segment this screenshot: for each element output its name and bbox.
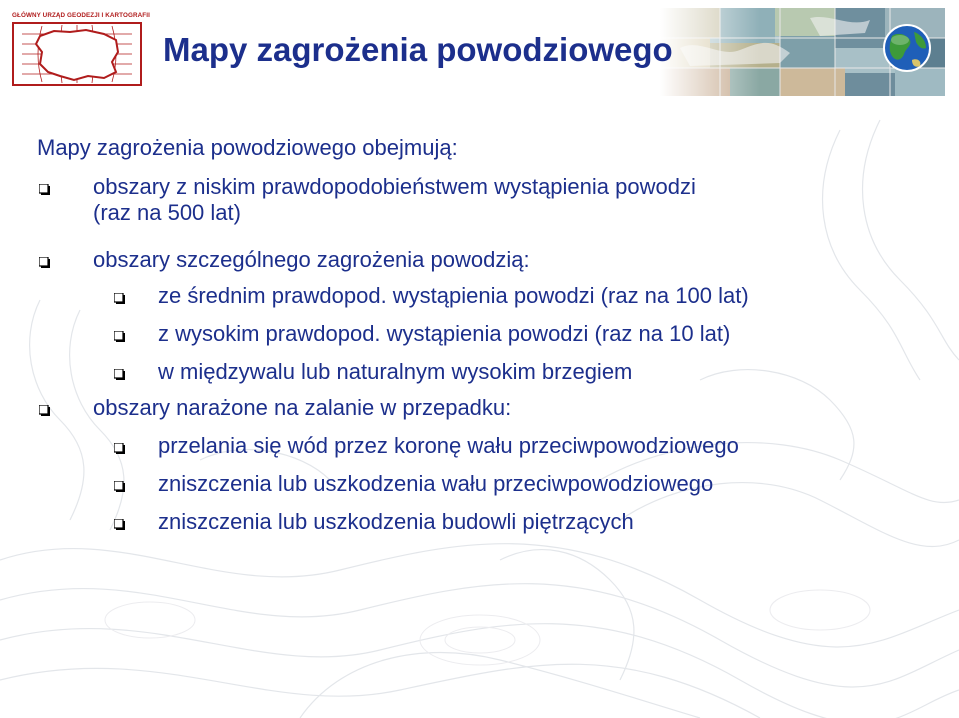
poland-map-logo-icon bbox=[12, 22, 142, 86]
checkbox-bullet-icon bbox=[114, 331, 125, 342]
checkbox-bullet-icon bbox=[39, 405, 50, 416]
checkbox-bullet-icon bbox=[114, 519, 125, 530]
intro-text: Mapy zagrożenia powodziowego obejmują: bbox=[37, 135, 458, 160]
list-item-text: obszary szczególnego zagrożenia powodzią: bbox=[93, 247, 530, 272]
gugik-logo bbox=[12, 12, 150, 84]
logo-org-text: GŁÓWNY URZĄD GEODEZJI I KARTOGRAFII bbox=[12, 12, 150, 19]
list-item bbox=[93, 174, 696, 226]
list-item-text: obszary narażone na zalanie w przepadku: bbox=[93, 395, 512, 420]
list-item-text: przelania się wód przez koronę wału przeciwpowodziowego bbox=[158, 433, 739, 458]
list-item bbox=[158, 509, 634, 535]
list-item-text: z wysokim prawdopod. wystąpienia powodzi (raz na 10 lat) bbox=[158, 321, 731, 346]
list-item bbox=[158, 359, 632, 385]
list-item bbox=[93, 395, 511, 421]
checkbox-bullet-icon bbox=[39, 184, 50, 195]
list-item-text: obszary z niskim prawdopodobieństwem wystąpienia powodzi bbox=[93, 174, 696, 199]
globe-icon bbox=[884, 25, 930, 71]
checkbox-bullet-icon bbox=[39, 257, 50, 268]
list-item-text: ze średnim prawdopod. wystąpienia powodzi (raz na 100 lat) bbox=[158, 283, 749, 308]
list-item bbox=[158, 283, 749, 309]
checkbox-bullet-icon bbox=[114, 369, 125, 380]
list-item-text: zniszczenia lub uszkodzenia budowli piętrzących bbox=[158, 509, 634, 534]
list-item-text: (raz na 500 lat) bbox=[93, 200, 241, 225]
checkbox-bullet-icon bbox=[114, 481, 125, 492]
satellite-map-banner bbox=[660, 8, 945, 96]
list-item bbox=[158, 321, 730, 347]
checkbox-bullet-icon bbox=[114, 293, 125, 304]
list-item bbox=[158, 471, 713, 497]
list-item-text: w międzywalu lub naturalnym wysokim brzegiem bbox=[158, 359, 633, 384]
list-item-text: zniszczenia lub uszkodzenia wału przeciwpowodziowego bbox=[158, 471, 714, 496]
list-item bbox=[93, 247, 530, 273]
checkbox-bullet-icon bbox=[114, 443, 125, 454]
list-item bbox=[158, 433, 739, 459]
page-title: Mapy zagrożenia powodziowego bbox=[163, 31, 673, 68]
